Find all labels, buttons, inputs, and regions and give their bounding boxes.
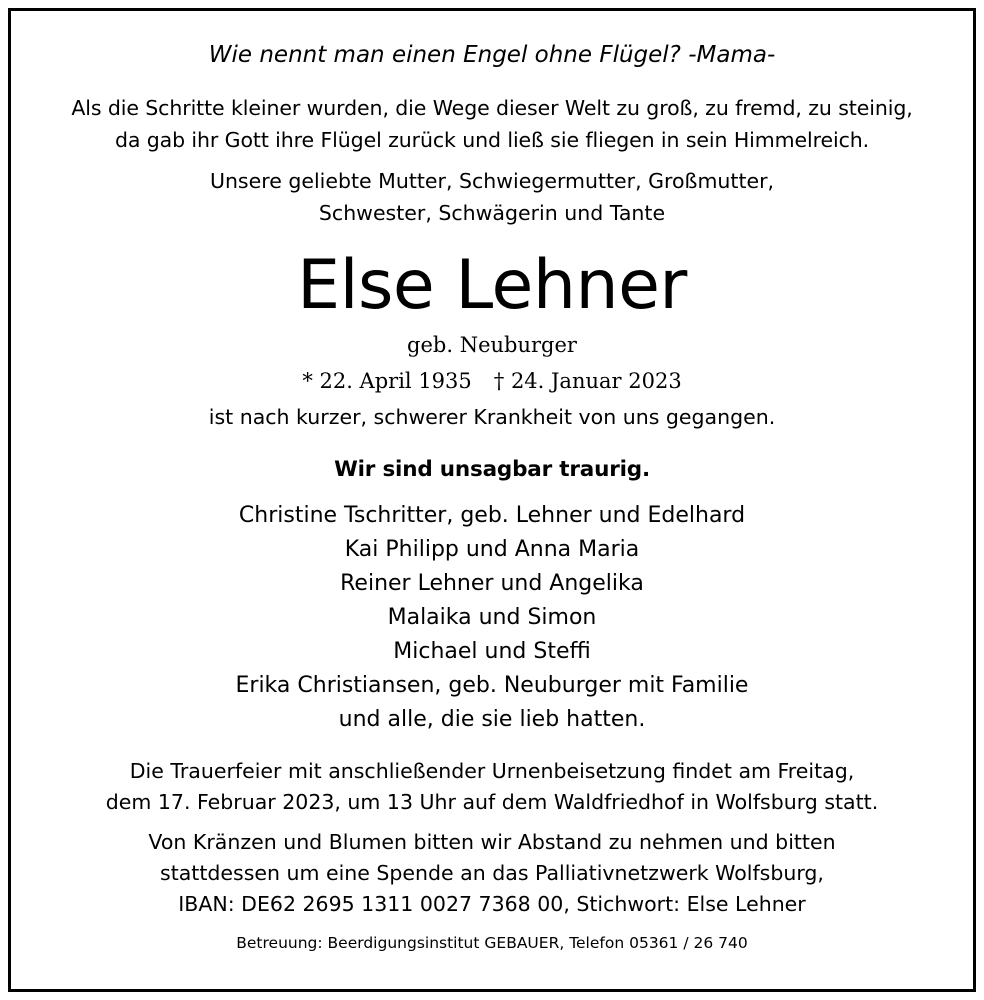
mourner-line: Malaika und Simon: [387, 605, 597, 630]
mourner-line: Michael und Steffi: [393, 639, 591, 664]
donation-line-2: stattdessen um eine Spende an das Palliativnetzwerk Wolfsburg,: [160, 861, 824, 885]
intro-line-2: da gab ihr Gott ihre Flügel zurück und ließ sie fliegen in sein Himmelreich.: [114, 128, 870, 152]
ceremony-line-2: dem 17. Februar 2023, um 13 Uhr auf dem Waldfriedhof in Wolfsburg statt.: [105, 790, 879, 814]
deceased-name: Else Lehner: [297, 246, 687, 325]
motto: Wie nennt man einen Engel ohne Flügel? -Mama-: [208, 42, 776, 68]
mourner-line: Reiner Lehner und Angelika: [340, 571, 644, 596]
mourner-line: Erika Christiansen, geb. Neuburger mit Familie: [235, 673, 749, 698]
ceremony-line-1: Die Trauerfeier mit anschließender Urnenbeisetzung findet am Freitag,: [129, 759, 855, 783]
mourner-line: und alle, die sie lieb hatten.: [338, 707, 646, 732]
death-note: ist nach kurzer, schwerer Krankheit von uns gegangen.: [208, 405, 776, 429]
intro-line-1: Als die Schritte kleiner wurden, die Wege dieser Welt zu groß, zu fremd, zu steinig,: [71, 96, 913, 120]
death-date: † 24. Januar 2023: [493, 369, 682, 393]
maiden-name: geb. Neuburger: [407, 333, 577, 357]
donation-line-1: Von Kränzen und Blumen bitten wir Abstand zu nehmen und bitten: [148, 830, 836, 854]
mourner-line: Kai Philipp und Anna Maria: [344, 537, 640, 562]
donation-line-3: IBAN: DE62 2695 1311 0027 7368 00, Stichwort: Else Lehner: [178, 892, 806, 916]
life-dates: [20, 371, 964, 392]
relations-line-1: Unsere geliebte Mutter, Schwiegermutter, Großmutter,: [209, 169, 775, 193]
funeral-home-info: Betreuung: Beerdigungsinstitut GEBAUER, Telefon 05361 / 26 740: [236, 934, 748, 952]
grief-line: Wir sind unsagbar traurig.: [334, 457, 650, 482]
mourner-line: Christine Tschritter, geb. Lehner und Edelhard: [238, 503, 746, 528]
relations-line-2: Schwester, Schwägerin und Tante: [318, 201, 666, 225]
birth-date: * 22. April 1935: [302, 369, 472, 393]
